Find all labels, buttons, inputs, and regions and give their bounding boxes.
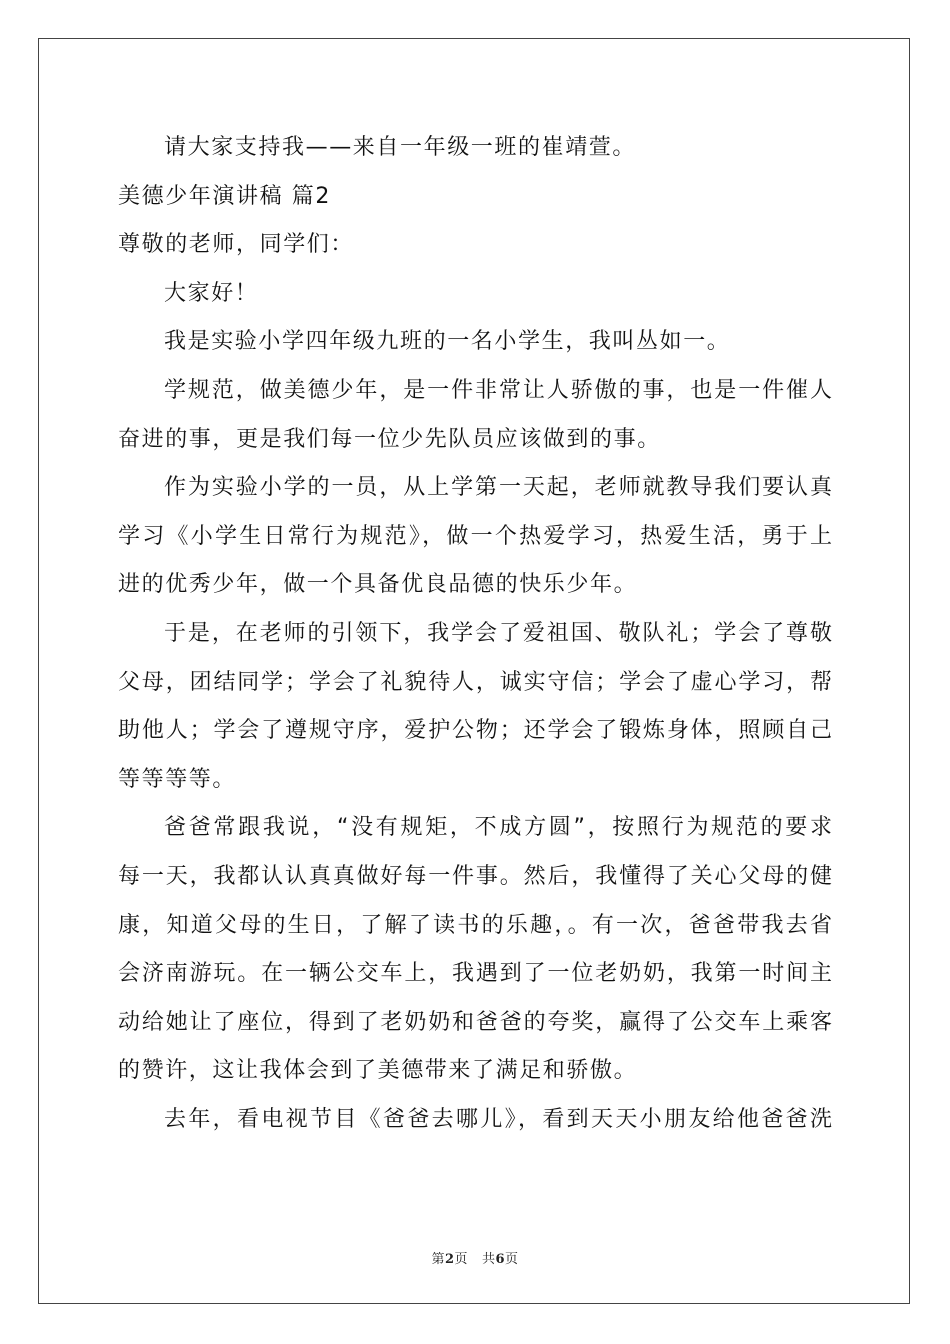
total-suffix: 页 bbox=[505, 1252, 519, 1267]
text-line: 大家好！ bbox=[164, 280, 259, 306]
text-line: 学规范，做美德少年，是一件非常让人骄傲的事，也是一件催人 bbox=[164, 377, 832, 403]
text-line: 父母，团结同学；学会了礼貌待人，诚实守信；学会了虚心学习，帮 bbox=[118, 669, 832, 695]
text-line: 学习《小学生日常行为规范》，做一个热爱学习，热爱生活，勇于上 bbox=[118, 523, 832, 549]
total-pages: 6 bbox=[495, 1252, 506, 1267]
text-line: 康，知道父母的生日，了解了读书的乐趣，。有一次，爸爸带我去省 bbox=[118, 912, 832, 938]
text-line: 爸爸常跟我说，“没有规矩，不成方圆”，按照行为规范的要求 bbox=[164, 815, 832, 841]
document-body bbox=[118, 124, 832, 1144]
text-line: 尊敬的老师，同学们： bbox=[118, 232, 355, 258]
text-line: 助他人；学会了遵规守序，爱护公物；还学会了锻炼身体，照顾自己 bbox=[118, 718, 832, 744]
text-line: 去年，看电视节目《爸爸去哪儿》，看到天天小朋友给他爸爸洗 bbox=[164, 1106, 832, 1132]
text-line: 等等等等。 bbox=[118, 766, 237, 792]
text-line: 动给她让了座位，得到了老奶奶和爸爸的夸奖，赢得了公交车上乘客 bbox=[118, 1009, 832, 1035]
text-line: 作为实验小学的一员，从上学第一天起，老师就教导我们要认真 bbox=[164, 475, 832, 501]
page-suffix: 页 bbox=[454, 1252, 469, 1267]
text-line: 每一天，我都认认真真做好每一件事。然后，我懂得了关心父母的健 bbox=[118, 863, 832, 889]
text-line: 进的优秀少年，做一个具备优良品德的快乐少年。 bbox=[118, 572, 638, 598]
total-prefix: 共 bbox=[481, 1252, 496, 1267]
section-heading: 美德少年演讲稿 篇2 bbox=[118, 183, 331, 209]
text-line: 我是实验小学四年级九班的一名小学生，我叫丛如一。 bbox=[164, 329, 731, 355]
text-line: 奋进的事，更是我们每一位少先队员应该做到的事。 bbox=[118, 426, 661, 452]
page-prefix: 第 bbox=[431, 1252, 445, 1267]
text-line: 的赞许，这让我体会到了美德带来了满足和骄傲。 bbox=[118, 1058, 638, 1084]
text-line: 会济南游玩。在一辆公交车上，我遇到了一位老奶奶，我第一时间主 bbox=[118, 961, 832, 987]
page-number: 2 bbox=[444, 1252, 455, 1267]
page-footer bbox=[0, 1248, 950, 1267]
text-line: 请大家支持我——来自一年级一班的崔靖萱。 bbox=[164, 135, 637, 160]
text-line: 于是，在老师的引领下，我学会了爱祖国、敬队礼；学会了尊敬 bbox=[164, 620, 832, 646]
